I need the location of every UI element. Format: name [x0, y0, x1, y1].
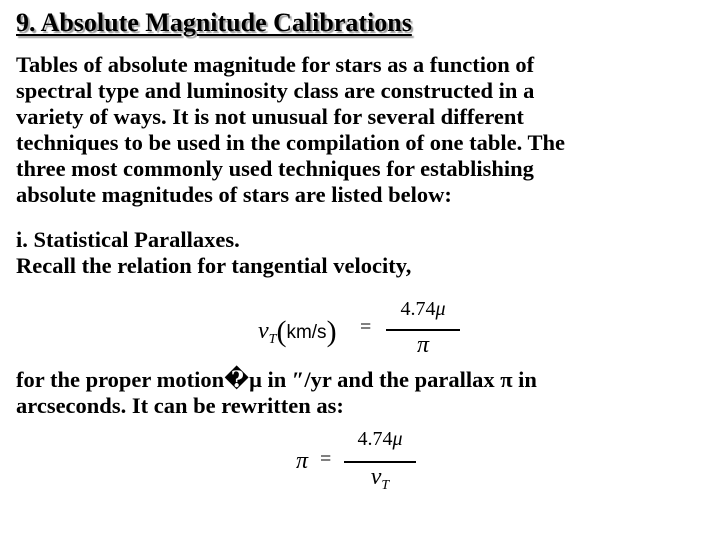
intro-line: techniques to be used in the compilation of one table. The	[16, 130, 565, 155]
fraction-bar	[344, 461, 416, 463]
intro-line: three most commonly used techniques for establishing	[16, 156, 534, 181]
velocity-symbol: v	[258, 318, 269, 344]
equation-lhs	[258, 315, 337, 349]
motion-line: arcseconds. It can be rewritten as:	[16, 393, 344, 418]
velocity-symbol: v	[370, 464, 382, 490]
equation-numerator	[386, 298, 460, 321]
recall-text: Recall the relation for tangential velocity,	[16, 253, 412, 278]
parallax-symbol: π	[416, 332, 430, 358]
intro-line: Tables of absolute magnitude for stars as a function of	[16, 52, 535, 77]
velocity-unit: km/s	[286, 322, 327, 343]
equals-sign: =	[320, 448, 332, 470]
slide-title: 9. Absolute Magnitude Calibrations	[16, 8, 412, 37]
equation-numerator	[344, 428, 416, 451]
statistical-parallax-section	[16, 227, 706, 279]
parallax-equation	[296, 428, 426, 498]
velocity-subscript: T	[268, 332, 277, 347]
intro-line: spectral type and luminosity class are constructed in a	[16, 78, 535, 103]
equals-sign: =	[360, 316, 372, 338]
parallax-lhs: π	[296, 448, 309, 474]
velocity-subscript: T	[381, 478, 390, 493]
motion-line: for the proper motion�μ in ″/yr and the parallax π in	[16, 367, 537, 392]
proper-motion-symbol: μ	[392, 428, 403, 450]
intro-line: variety of ways. It is not unusual for several different	[16, 104, 524, 129]
fraction-bar	[386, 329, 460, 331]
proper-motion-paragraph	[16, 367, 706, 419]
section-heading: i. Statistical Parallaxes.	[16, 227, 240, 252]
intro-paragraph	[16, 52, 706, 208]
open-paren: (	[276, 315, 287, 348]
intro-line: absolute magnitudes of stars are listed below:	[16, 182, 452, 207]
proper-motion-symbol: μ	[435, 298, 446, 320]
numerator-coefficient: 4.74	[400, 298, 436, 320]
tangential-velocity-equation	[258, 298, 458, 364]
close-paren: )	[326, 315, 337, 348]
numerator-coefficient: 4.74	[357, 428, 393, 450]
equation-denominator	[344, 464, 416, 494]
